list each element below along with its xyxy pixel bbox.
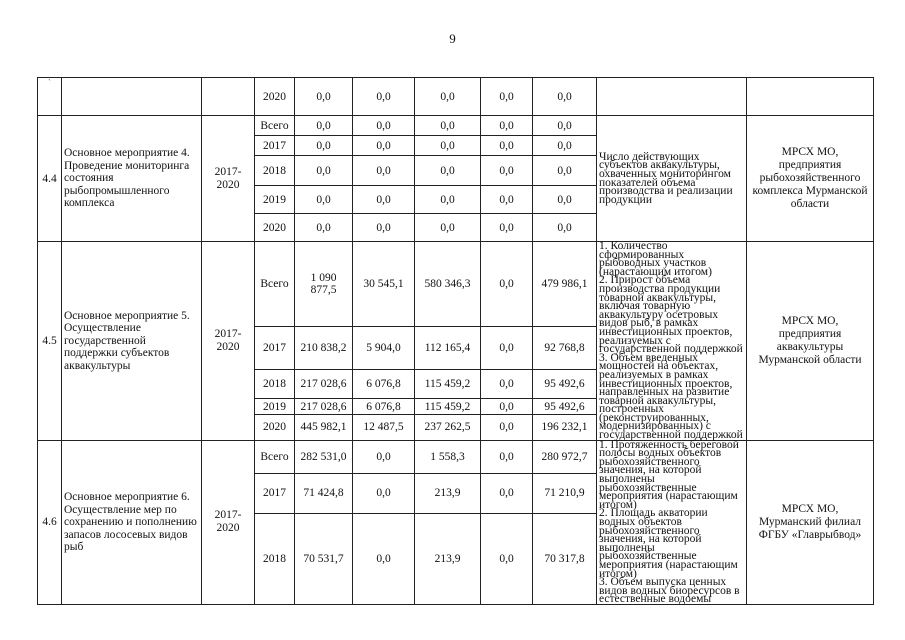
value-cell: 0,0	[533, 214, 597, 242]
value-cell: 0,0	[353, 136, 415, 156]
value-cell: 0,0	[295, 78, 353, 116]
value-cell: 6 076,8	[353, 370, 415, 399]
indicators-cell: 1. Протяженность береговой полосы водных объектов рыбохозяйственного значения, на которой выполнены рыбохозяйственные мероприятия (нарастающим итогом) 2. Площадь акватории водных объектов рыбохозяйственного значения, на которой выполнены рыбохозяйственные мероприятия (нарастающим итогом) 3. Объем выпуска ценных видов водных биоресурсов в естественные водоемы	[597, 440, 747, 604]
empty-cell	[202, 78, 255, 116]
value-cell: 0,0	[481, 473, 533, 513]
value-cell: 210 838,2	[295, 326, 353, 369]
value-cell: 0,0	[481, 513, 533, 604]
value-cell: 0,0	[353, 156, 415, 186]
value-cell: 0,0	[481, 440, 533, 473]
value-cell: 0,0	[481, 242, 533, 327]
year-cell: 2018	[255, 370, 295, 399]
value-cell: 0,0	[353, 78, 415, 116]
value-cell: 1 558,3	[415, 440, 481, 473]
value-cell: 0,0	[415, 116, 481, 136]
value-cell: 0,0	[481, 116, 533, 136]
value-cell: 0,0	[353, 473, 415, 513]
year-cell: 2020	[255, 78, 295, 116]
value-cell: 0,0	[415, 186, 481, 214]
value-cell: 217 028,6	[295, 370, 353, 399]
year-cell: 2020	[255, 214, 295, 242]
value-cell: 196 232,1	[533, 414, 597, 440]
value-cell: 0,0	[481, 370, 533, 399]
value-cell: 0,0	[481, 214, 533, 242]
value-cell: 115 459,2	[415, 399, 481, 415]
value-cell: 0,0	[533, 156, 597, 186]
year-cell: 2017	[255, 136, 295, 156]
value-cell: 70 531,7	[295, 513, 353, 604]
year-cell: 2017	[255, 473, 295, 513]
value-cell: 580 346,3	[415, 242, 481, 327]
value-cell: 0,0	[415, 78, 481, 116]
value-cell: 0,0	[353, 513, 415, 604]
year-cell: Всего	[255, 242, 295, 327]
value-cell: 0,0	[533, 116, 597, 136]
table-row	[38, 116, 874, 136]
value-cell: 0,0	[295, 156, 353, 186]
value-cell: 0,0	[353, 186, 415, 214]
value-cell: 112 165,4	[415, 326, 481, 369]
value-cell: 0,0	[481, 399, 533, 415]
value-cell: 0,0	[295, 136, 353, 156]
page-number: 9	[449, 31, 456, 46]
value-cell: 0,0	[353, 440, 415, 473]
value-cell: 0,0	[295, 116, 353, 136]
section-period: 2017- 2020	[202, 116, 255, 242]
value-cell: 92 768,8	[533, 326, 597, 369]
value-cell: 479 986,1	[533, 242, 597, 327]
value-cell: 0,0	[481, 136, 533, 156]
value-cell: 237 262,5	[415, 414, 481, 440]
value-cell: 30 545,1	[353, 242, 415, 327]
value-cell: 0,0	[415, 214, 481, 242]
value-cell: 0,0	[533, 186, 597, 214]
year-cell: 2017	[255, 326, 295, 369]
indicators-cell: Число действующих субъектов аквакультуры, охваченных мониторингом показателей объема производства и реализации продукции	[597, 116, 747, 242]
value-cell: 70 317,8	[533, 513, 597, 604]
year-cell: 2019	[255, 186, 295, 214]
year-cell: 2019	[255, 399, 295, 415]
table-row	[38, 440, 874, 473]
year-cell: 2018	[255, 156, 295, 186]
value-cell: 213,9	[415, 473, 481, 513]
empty-cell	[62, 78, 202, 116]
value-cell: 0,0	[533, 78, 597, 116]
section-name: Основное мероприятие 6. Осуществление мер по сохранению и пополнению запасов лососевых видов рыб	[62, 440, 202, 604]
value-cell: 5 904,0	[353, 326, 415, 369]
empty-cell	[747, 78, 874, 116]
value-cell: 217 028,6	[295, 399, 353, 415]
value-cell: 0,0	[481, 186, 533, 214]
value-cell: 12 487,5	[353, 414, 415, 440]
table-row	[38, 242, 874, 327]
value-cell: 213,9	[415, 513, 481, 604]
value-cell: 0,0	[353, 116, 415, 136]
value-cell: 0,0	[295, 214, 353, 242]
value-cell: 0,0	[533, 136, 597, 156]
value-cell: 0,0	[481, 156, 533, 186]
value-cell: 0,0	[415, 156, 481, 186]
year-cell: 2018	[255, 513, 295, 604]
value-cell: 95 492,6	[533, 399, 597, 415]
value-cell: 1 090 877,5	[295, 242, 353, 327]
row-mark: `	[38, 78, 62, 116]
value-cell: 0,0	[481, 326, 533, 369]
executor-cell: МРСХ МО, предприятия рыбохозяйственного комплекса Мурманской области	[747, 116, 874, 242]
executor-cell: МРСХ МО, Мурманский филиал ФГБУ «Главрыбвод»	[747, 440, 874, 604]
executor-cell: МРСХ МО, предприятия аквакультуры Мурманской области	[747, 242, 874, 441]
value-cell: 0,0	[415, 136, 481, 156]
value-cell: 71 210,9	[533, 473, 597, 513]
section-name: Основное мероприятие 5. Осуществление государственной поддержки субъектов аквакультуры	[62, 242, 202, 441]
year-cell: Всего	[255, 440, 295, 473]
program-measures-table	[37, 77, 874, 605]
value-cell: 6 076,8	[353, 399, 415, 415]
value-cell: 0,0	[481, 414, 533, 440]
value-cell: 445 982,1	[295, 414, 353, 440]
value-cell: 0,0	[353, 214, 415, 242]
value-cell: 95 492,6	[533, 370, 597, 399]
year-cell: 2020	[255, 414, 295, 440]
empty-cell	[597, 78, 747, 116]
indicators-cell: 1. Количество сформированных рыбоводных участков (нарастающим итогом) 2. Прирост объема производства продукции товарной аквакультуры, включая товарную аквакультуру осетровых видов рыб, в рамках инвестиционных проектов, реализуемых с государственной поддержкой 3. Объем введенных мощностей на объектах, реализуемых в рамках инвестиционных проектов, направленных на развитие товарной аквакультуры, построенных (реконструированных, модернизированных) с государственной поддержкой	[597, 242, 747, 441]
value-cell: 0,0	[295, 186, 353, 214]
year-cell: Всего	[255, 116, 295, 136]
section-name: Основное мероприятие 4. Проведение мониторинга состояния рыбопромышленного комплекса	[62, 116, 202, 242]
section-id: 4.4	[38, 116, 62, 242]
value-cell: 115 459,2	[415, 370, 481, 399]
value-cell: 71 424,8	[295, 473, 353, 513]
value-cell: 280 972,7	[533, 440, 597, 473]
value-cell: 282 531,0	[295, 440, 353, 473]
section-period: 2017- 2020	[202, 440, 255, 604]
table-row	[38, 78, 874, 116]
section-period: 2017- 2020	[202, 242, 255, 441]
section-id: 4.5	[38, 242, 62, 441]
value-cell: 0,0	[481, 78, 533, 116]
section-id: 4.6	[38, 440, 62, 604]
